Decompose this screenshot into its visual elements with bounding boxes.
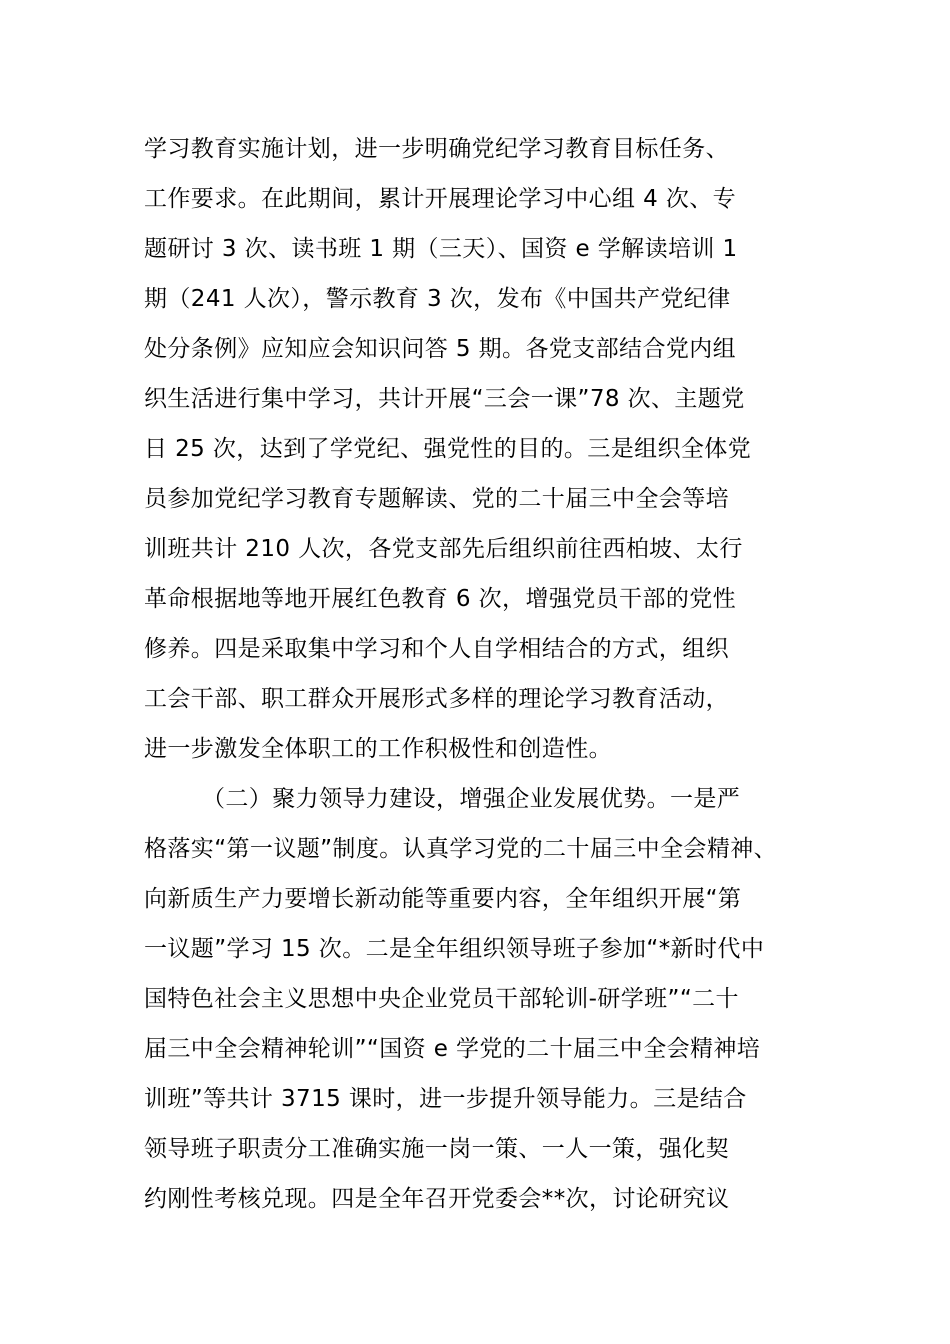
text-line: 领导班子职责分工准确实施一岗一策、一人一策，强化契 — [144, 1136, 729, 1162]
text-line: 训班”等共计 3715 课时，进一步提升领导能力。三是结合 — [144, 1086, 747, 1112]
text-line: 约刚性考核兑现。四是全年召开党委会**次，讨论研究议 — [144, 1186, 730, 1212]
text-line: 格落实“第一议题”制度。认真学习党的二十届三中全会精神、 — [144, 836, 778, 862]
text-line: 工作要求。在此期间，累计开展理论学习中心组 4 次、专 — [144, 186, 737, 212]
paragraph-heading-line: （二）聚力领导力建设，增强企业发展优势。一是严 — [202, 786, 741, 812]
text-line: 届三中全会精神轮训”“国资 e 学党的二十届三中全会精神培 — [144, 1036, 761, 1062]
text-line: 学习教育实施计划，进一步明确党纪学习教育目标任务、 — [144, 136, 729, 162]
text-line: 期（241 人次），警示教育 3 次，发布《中国共产党纪律 — [144, 286, 731, 312]
text-line: 工会干部、职工群众开展形式多样的理论学习教育活动， — [144, 686, 729, 712]
text-line: 织生活进行集中学习，共计开展“三会一课”78 次、主题党 — [144, 386, 745, 412]
text-line: 向新质生产力要增长新动能等重要内容，全年组织开展“第 — [144, 886, 742, 912]
text-line: 进一步激发全体职工的工作积极性和创造性。 — [144, 736, 612, 762]
text-line: 员参加党纪学习教育专题解读、党的二十届三中全会等培 — [144, 486, 729, 512]
text-line: 处分条例》应知应会知识问答 5 期。各党支部结合党内组 — [144, 336, 737, 362]
text-line: 革命根据地等地开展红色教育 6 次，增强党员干部的党性 — [144, 586, 737, 612]
text-line: 训班共计 210 人次，各党支部先后组织前往西柏坡、太行 — [144, 536, 743, 562]
text-line: 国特色社会主义思想中央企业党员干部轮训-研学班”“二十 — [144, 986, 739, 1012]
text-line: 题研讨 3 次、读书班 1 期（三天）、国资 e 学解读培训 1 — [144, 236, 738, 262]
text-line: 修养。四是采取集中学习和个人自学相结合的方式，组织 — [144, 636, 729, 662]
text-line: 一议题”学习 15 次。二是全年组织领导班子参加“*新时代中 — [144, 936, 765, 962]
text-line: 日 25 次，达到了学党纪、强党性的目的。三是组织全体党 — [144, 436, 752, 462]
